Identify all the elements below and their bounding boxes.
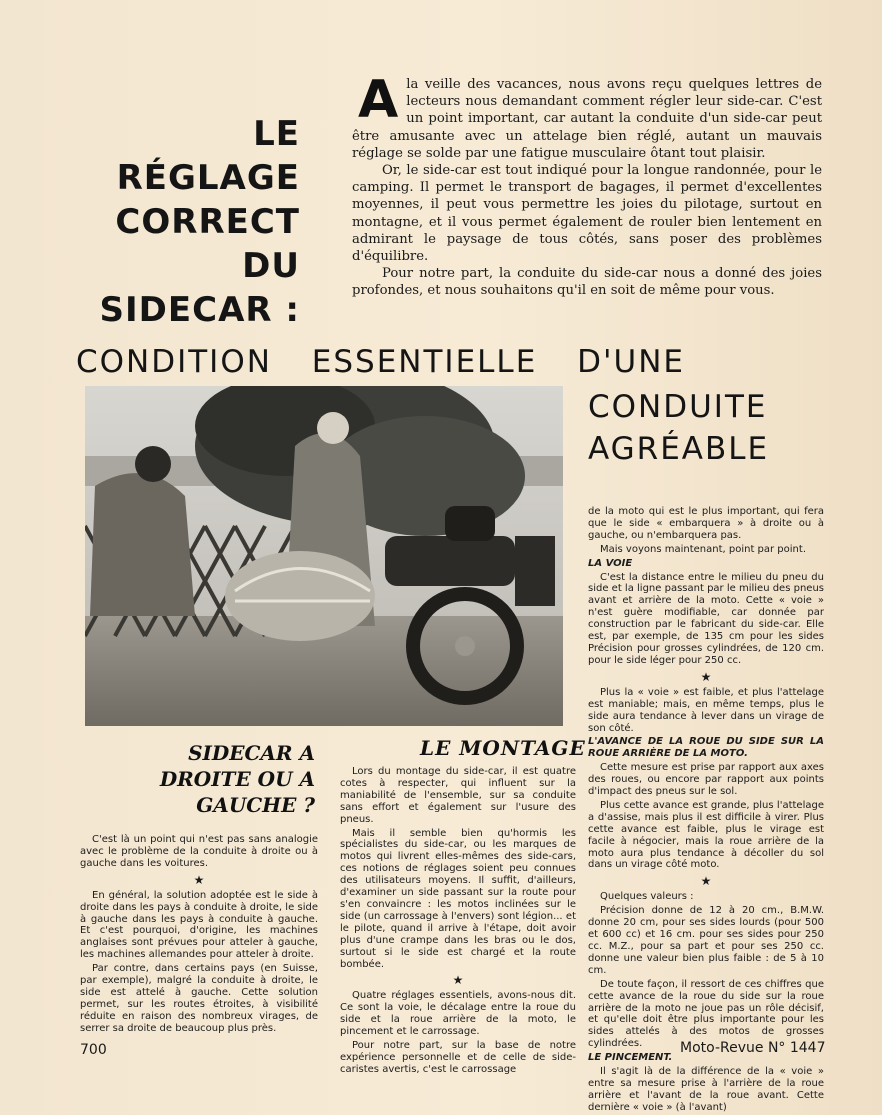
subtitle-line: AGRÉABLE — [588, 431, 770, 467]
intro-paragraph: Or, le side-car est tout indiqué pour la longue randonnée, pour le camping. Il permet le transport de bagages, il permet d'excellentes moyennes, il peut vous permettre les joies du pilotage, surtout en montagne, et il vous permet également de rouler bien lentement en admirant le paysage de tous côtés, sans poser des problèmes d'équilibre. — [352, 163, 822, 265]
intro-paragraph: Pour notre part, la conduite du side-car nous a donné des joies profondes, et nous souhaitons qu'il en soit de même pour vous. — [352, 266, 822, 299]
subheading: LA VOIE — [588, 557, 633, 569]
text-column-left — [80, 834, 318, 1037]
paragraph: Mais il semble bien qu'hormis les spécialistes du side-car, ou les marques de motos qui livrent elles-mêmes des side-cars, ces notions de réglages soient peu connues des utilisateurs moyens. Il suffit, d'ailleurs, d'examiner un side passant sur la route pour s'en convaincre : les motos inclinées sur le side (un carrossage à l'envers) sont légion... et le pilote, quand il arrive à l'étape, doit avoir plus d'une crampe dans les bras ou le dos, surtout si le side est chargé et la route bombée. — [340, 827, 576, 970]
paragraph: Pour notre part, sur la base de notre expérience personnelle et de celle de side-caristes avertis, c'est le carrossage — [340, 1040, 576, 1075]
section-heading: LE MONTAGE — [420, 736, 586, 760]
intro-paragraph: la veille des vacances, nous avons reçu quelques lettres de lecteurs nous demandant comment régler leur side-car. C'est un point important, car autant la conduite d'un side-car peut être amusante avec un attelage bien réglé, autant un mauvais réglage se solde par une fatigue musculaire ôtant tout plaisir. — [352, 77, 822, 161]
star-separator: ★ — [193, 872, 205, 887]
sidecar-photo-illustration — [85, 386, 563, 726]
star-separator: ★ — [700, 874, 712, 889]
title-line: SIDECAR : — [99, 290, 300, 330]
paragraph: de la moto qui est le plus important, qui fera que le side « embarquera » à droite ou à gauche, ou n'embarquera pas. — [588, 506, 824, 541]
subtitle-continuation — [588, 386, 769, 470]
title-line: CORRECT — [115, 202, 300, 242]
paragraph: Quelques valeurs : — [600, 891, 694, 903]
paragraph: De toute façon, il ressort de ces chiffres que cette avance de la roue du side sur la roue arrière de la moto ne joue pas un rôle décisif, et qu'elle doit être plus importante pour les sides attelés à des motos de grosses cylindrées. — [588, 978, 824, 1050]
drop-cap: A — [358, 70, 399, 130]
title-line: DU — [242, 246, 300, 286]
paragraph: Il s'agit là de la différence de la « voie » entre sa mesure prise à l'arrière de la roue arrière et l'avant de la roue avant. Cette dernière « voie » (à l'avant) — [588, 1066, 824, 1113]
article-title — [60, 112, 300, 332]
paragraph: Précision donne de 12 à 20 cm., B.M.W. donne 20 cm, pour ses sides lourds (pour 500 et 600 cc) et 16 cm. pour ses sides pour 250 cc. M.Z., pour sa part et pour ses 250 cc. donne une valeur bien plus faible : de 5 à 10 cm. — [588, 905, 824, 976]
sidecar-photo — [85, 386, 563, 726]
star-separator: ★ — [700, 669, 712, 684]
section-heading: SIDECAR A DROITE OU A GAUCHE ? — [159, 741, 315, 817]
title-line: RÉGLAGE — [116, 158, 300, 198]
star-separator: ★ — [452, 973, 464, 988]
paragraph: Mais voyons maintenant, point par point. — [600, 543, 806, 555]
magazine-footer: Moto-Revue N° 1447 — [680, 1040, 826, 1056]
paragraph: Plus la « voie » est faible, et plus l'attelage est maniable; mais, en même temps, plus le side aura tendance à lever dans un virage de son côté. — [588, 686, 824, 734]
paragraph: Plus cette avance est grande, plus l'attelage a d'assise, mais plus il est difficile à virer. Plus cette avance est faible, plus le virage est facile à négocier, mais la roue arrière de la moto aura plus tendance à décoller du sol dans un virage côté moto. — [588, 799, 824, 871]
paragraph: Quatre réglages essentiels, avons-nous dit. Ce sont la voie, le décalage entre la roue du side et la roue arrière de la moto, le pincement et le carrossage. — [340, 990, 576, 1038]
subheading: L'AVANCE DE LA ROUE DU SIDE SUR LA ROUE ARRIÈRE DE LA MOTO. — [588, 736, 824, 760]
paragraph: Lors du montage du side-car, il est quatre cotes à respecter, qui influent sur la maniabilité de l'ensemble, sur sa conduite sans effort et également sur l'usure des pneus. — [340, 766, 576, 825]
paragraph: Cette mesure est prise par rapport aux axes des roues, ou encore par rapport aux points d'impact des pneus sur le sol. — [588, 762, 824, 798]
subtitle-line: CONDUITE — [588, 389, 768, 425]
subheading: LE PINCEMENT. — [588, 1052, 673, 1064]
intro-text — [352, 70, 822, 300]
subtitle-line: CONDITION ESSENTIELLE D'UNE — [76, 344, 685, 380]
paragraph: C'est là un point qui n'est pas sans analogie avec le problème de la conduite à droite ou à gauche dans les voitures. — [80, 834, 318, 869]
paragraph: C'est la distance entre le milieu du pneu du side et la ligne passant par le milieu des pneus avant et arrière de la moto. Cette « voie » n'est guère modifiable, car donnée par construction par le fabricant du side-car. Elle est, par exemple, de 135 cm pour les sides Précision pour grosses cylindrées, de 120 cm. pour le side léger pour 250 cc. — [588, 571, 824, 666]
paragraph: En général, la solution adoptée est le side à droite dans les pays à conduite à droite, le side à gauche dans les pays à conduite à gauche. Et c'est pourquoi, d'origine, les machines anglaises sont prévues pour atteler à gauche, les machines allemandes pour atteler à droite. — [80, 889, 318, 961]
text-column-middle — [340, 766, 576, 1078]
title-line: LE — [253, 114, 300, 154]
page-number: 700 — [80, 1042, 107, 1058]
text-column-right — [588, 506, 824, 1115]
paragraph: Par contre, dans certains pays (en Suisse, par exemple), malgré la conduite à droite, le side est attelé à gauche. Cette solution permet, sur les routes étroites, à visibilité réduite en raison des nombreux virages, de serrer sa droite de beaucoup plus près. — [80, 963, 318, 1034]
